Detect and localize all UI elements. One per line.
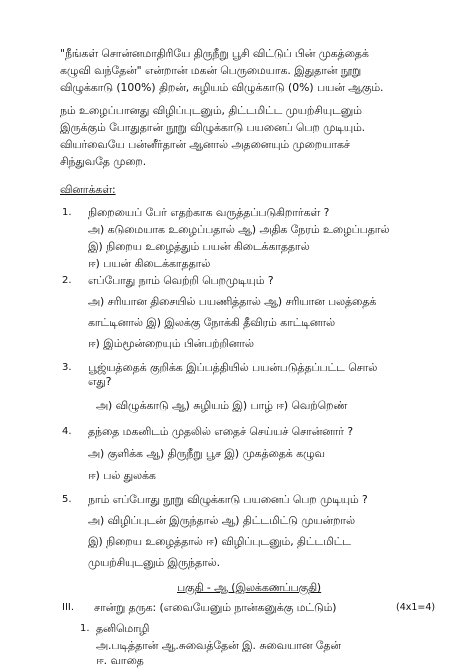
grammar-options: ஈ. வாதை — [96, 654, 144, 667]
question-option: ஈ) இம்மூன்றையும் பின்பற்றினால் — [88, 337, 254, 350]
question-option: ஈ) பல் துலக்க — [88, 469, 156, 482]
question-text: நிறையைப் பேர் எதற்காக வருத்தப்படுகிறார்கள் ? — [88, 206, 330, 219]
question-text: எது? — [88, 375, 112, 388]
passage-line: வியர்வையே பன்னீர்தான் ஆனால் அதனையும் முறையாகச் — [60, 138, 350, 151]
question-option: அ) சரியான திசையில் பயணித்தால் ஆ) சரியான பலத்தைக் — [88, 295, 377, 308]
question-option: இ) நிறைய உழைத்தும் பயன் கிடைக்காததால் — [88, 240, 310, 253]
question-option: அ) விழுக்காடு ஆ) சுழியம் இ) பாழ் ஈ) வெற்றெண் — [96, 399, 348, 412]
passage-line: விழுக்காடு (100%) திறன், சுழியம் விழுக்காடு (0%) பயன் ஆகும். — [60, 81, 384, 94]
question-option: அ) விழிப்புடன் இருந்தால் ஆ) திட்டமிட்டு முயன்றால் — [88, 514, 355, 527]
grammar-question-number: 1. — [80, 623, 90, 634]
question-option: காட்டினால் இ) இலக்கு நோக்கி தீவிரம் காட்டினால் — [88, 316, 335, 329]
question-text: பூஜ்யத்தைக் குறிக்க இப்பத்தியில் பயன்படுத்தப்பட்ட சொல் — [88, 361, 378, 374]
passage-line: நம் உழைப்பானது விழிப்புடனும், திட்டமிட்ட முயற்சியுடனும் — [60, 104, 362, 117]
question-option: அ) கடுமையாக உழைப்பதால் ஆ) அதிக நேரம் உழைப்பதால் — [88, 223, 390, 236]
grammar-question-title: தனிமொழி — [96, 622, 150, 635]
section-marks: (4x1=4) — [396, 602, 436, 613]
passage-line: கழுவி வந்தேன்" என்றான் மகன் பெருமையாக. இதுதான் நூறு — [60, 64, 362, 77]
question-number: 1. — [62, 207, 72, 218]
grammar-options: அ.படித்தான் ஆ.சுவைத்தேன் இ. சுவையான தேன் — [96, 639, 341, 652]
section-roman-number: III. — [62, 602, 75, 613]
question-text: தந்தை மகனிடம் முதலில் எதைச் செய்யச் சொன்னார் ? — [88, 425, 354, 438]
question-text: எப்போது நாம் வெற்றி பெறமுடியும் ? — [88, 274, 274, 287]
section-title: பகுதி - ஆ (இலக்கணப்பகுதி) — [177, 581, 322, 594]
question-option: அ) குளிக்க ஆ) திருநீறு பூச இ) முகத்தைக் கழுவ — [88, 447, 325, 460]
passage-line: சிந்துவதே முறை. — [60, 155, 147, 168]
questions-heading: வினாக்கள்: — [60, 183, 116, 196]
section-instruction: சான்று தருக: (எவையேனும் நான்கனுக்கு மட்டும்) — [94, 601, 337, 614]
question-option: ஈ) பயன் கிடைக்காததால் — [88, 257, 211, 270]
question-number: 4. — [62, 426, 72, 437]
passage-line: "நீங்கள் சொன்னமாதிரியே திருநீறு பூசி விட்டுப் பின் முகத்தைக் — [60, 47, 369, 60]
question-option: இ) நிறைய உழைத்தால் ஈ) விழிப்புடனும், திட்டமிட்ட — [88, 535, 351, 548]
question-option: முயற்சியுடனும் இருந்தால். — [88, 556, 221, 569]
question-number: 3. — [62, 362, 72, 373]
question-number: 5. — [62, 494, 72, 505]
question-number: 2. — [62, 275, 72, 286]
passage-line: இருக்கும் போதுதான் நூறு விழுக்காடு பயனைப் பெற முடியும். — [60, 121, 366, 134]
question-text: நாம் எப்போது நூறு விழுக்காடு பயனைப் பெற முடியும் ? — [88, 493, 368, 506]
